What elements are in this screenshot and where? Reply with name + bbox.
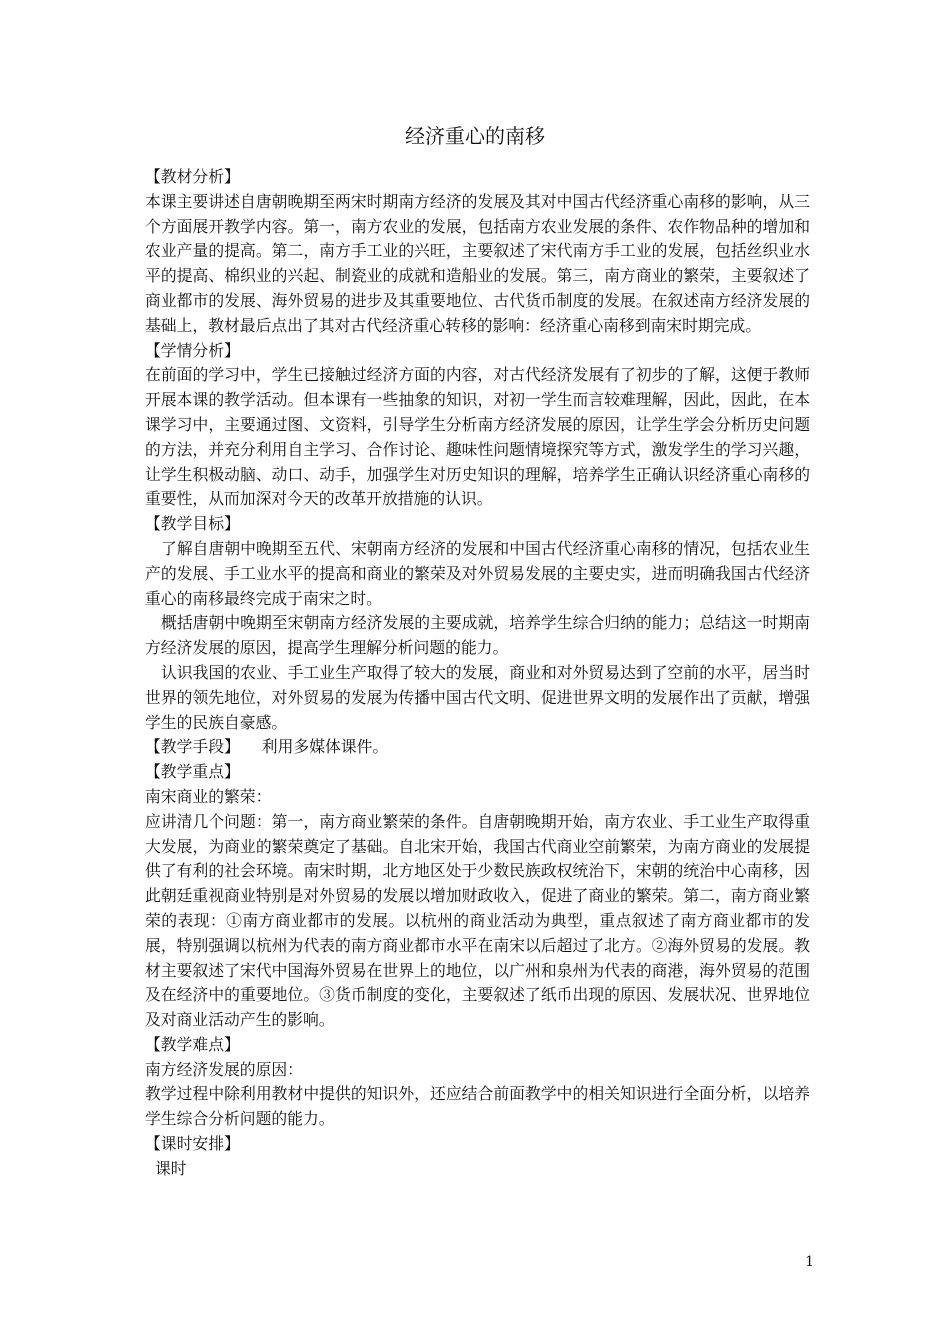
teaching-goal-paragraph: 了解自唐朝中晚期至五代、宋朝南方经济的发展和中国古代经济重心南移的情况，包括农业生产的发展、手工业水平的提高和商业的繁荣及对外贸易发展的主要史实，进而明确我国古代经济重心的南移最终完成于南宋之时。 [145, 538, 810, 608]
section-heading-teaching-means: 【教学手段】 [145, 737, 240, 757]
document-title: 经济重心的南移 [405, 124, 545, 148]
teaching-goal-paragraph: 概括唐朝中晚期至宋朝南方经济发展的主要成就，培养学生综合归纳的能力；总结这一时期南方经济发展的原因，提高学生理解分析问题的能力。 [145, 613, 810, 658]
key-points-paragraph: 应讲清几个问题：第一，南方商业繁荣的条件。自唐朝晚期开始，南方农业、手工业生产取得重大发展，为商业的繁荣奠定了基础。自北宋开始，我国古代商业空前繁荣，为南方商业的发展提供了有利的社会环境。南宋时期，北方地区处于少数民族政权统治下，宋朝的统治中心南移，因此朝廷重视商业特别是对外贸易的发展以增加财政收入，促进了商业的繁荣。第二，南方商业繁荣的表现：①南方商业都市的发展。以杭州的商业活动为典型，重点叙述了南方商业都市的发展，特别强调以杭州为代表的南方商业都市水平在南宋以后超过了北方。②海外贸易的发展。教材主要叙述了宋代中国海外贸易在世界上的地位，以广州和泉州为代表的商港，海外贸易的范围及在经济中的重要地位。③货币制度的变化，主要叙述了纸币出现的原因、发展状况、世界地位及对商业活动产生的影响。 [145, 811, 810, 1030]
document-body [145, 165, 810, 1182]
difficulties-paragraph: 教学过程中除利用教材中提供的知识外，还应结合前面教学中的相关知识进行全面分析，以培养学生综合分析问题的能力。 [145, 1084, 810, 1129]
teaching-goal-paragraph: 认识我国的农业、手工业生产取得了较大的发展，商业和对外贸易达到了空前的水平，居当时世界的领先地位，对外贸易的发展为传播中国古代文明、促进世界文明的发展作出了贡献，增强学生的民族自豪感。 [145, 662, 810, 732]
difficulties-subheading: 南方经济发展的原因： [145, 1059, 303, 1079]
page-number: 1 [805, 1254, 814, 1270]
student-analysis-paragraph: 在前面的学习中，学生已接触过经济方面的内容，对古代经济发展有了初步的了解，这便于教师开展本课的教学活动。但本课有一些抽象的知识，对初一学生而言较难理解，因此，因此，在本课学习中，主要通过图、文资料，引导学生分析南方经济发展的原因，让学生学会分析历史问题的方法，并充分利用自主学习、合作讨论、趣味性问题情境探究等方式，激发学生的学习兴趣，让学生积极动脑、动口、动手，加强学生对历史知识的理解，培养学生正确认识经济重心南移的重要性，从而加深对今天的改革开放措施的认识。 [145, 365, 810, 509]
teaching-means-text: 利用多媒体课件。 [261, 737, 389, 757]
section-heading-schedule: 【课时安排】 [145, 1134, 240, 1154]
section-heading-key-points: 【教学重点】 [145, 762, 240, 782]
section-heading-difficulties: 【教学难点】 [145, 1034, 240, 1054]
section-heading-student-analysis: 【学情分析】 [145, 340, 240, 360]
schedule-text: 课时 [155, 1158, 187, 1178]
material-analysis-paragraph: 本课主要讲述自唐朝晚期至两宋时期南方经济的发展及其对中国古代经济重心南移的影响，从三个方面展开教学内容。第一，南方农业的发展，包括南方农业发展的条件、农作物品种的增加和农业产量的提高。第二，南方手工业的兴旺，主要叙述了宋代南方手工业的发展，包括丝织业水平的提高、棉织业的兴起、制瓷业的成就和造船业的发展。第三，南方商业的繁荣，主要叙述了商业都市的发展、海外贸易的进步及其重要地位、古代货币制度的发展。在叙述南方经济发展的基础上，教材最后点出了其对古代经济重心转移的影响：经济重心南移到南宋时期完成。 [145, 191, 810, 335]
key-points-subheading: 南宋商业的繁荣： [145, 786, 272, 806]
section-heading-material-analysis: 【教材分析】 [145, 167, 240, 186]
teaching-means-line [145, 735, 810, 760]
section-heading-teaching-goals: 【教学目标】 [145, 514, 240, 534]
